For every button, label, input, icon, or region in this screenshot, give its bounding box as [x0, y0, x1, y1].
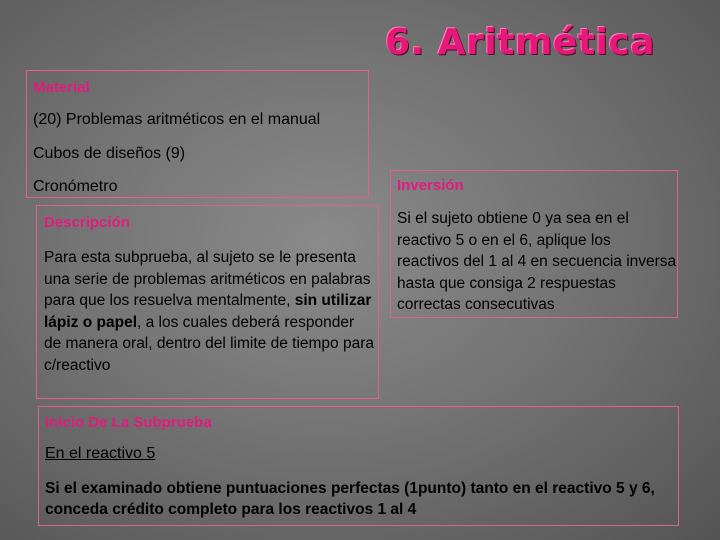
descripcion-text-after: , a los cuales deberá responder de manera oral, dentro del limite de tiempo para c/reactivo	[44, 313, 374, 374]
slide-title: 6. Aritmética	[385, 22, 656, 63]
inicio-heading: Inicio De La Subprueba	[45, 414, 212, 431]
material-item: Cubos de diseños (9)	[33, 145, 186, 162]
material-item: Cronómetro	[33, 178, 118, 195]
descripcion-box	[36, 205, 379, 399]
material-heading: Material	[33, 79, 90, 96]
inicio-subheading: En el reactivo 5	[45, 445, 156, 462]
descripcion-text-bold: sin utilizar lápiz o papel	[44, 292, 372, 331]
descripcion-text	[44, 247, 374, 376]
inversion-text: Si el sujeto obtiene 0 ya sea en el reactivo 5 o en el 6, aplique los reactivos del 1 al 4 en secuencia inversa hasta que consiga 2 respuestas correctas consecutivas	[397, 210, 677, 313]
inicio-box	[38, 406, 679, 526]
material-box	[26, 70, 369, 198]
material-item: (20) Problemas aritméticos en el manual	[33, 111, 321, 128]
descripcion-heading: Descripción	[44, 214, 130, 231]
descripcion-text-before: Para esta subprueba, al sujeto se le presenta una serie de problemas aritméticos en palabras para que los resuelva mentalmente,	[44, 249, 371, 309]
inversion-heading: Inversión	[397, 177, 464, 194]
inicio-text: Si el examinado obtiene puntuaciones perfectas (1punto) tanto en el reactivo 5 y 6, conceda crédito completo para los reactivos 1 al 4	[45, 480, 655, 518]
inversion-box	[390, 170, 678, 318]
